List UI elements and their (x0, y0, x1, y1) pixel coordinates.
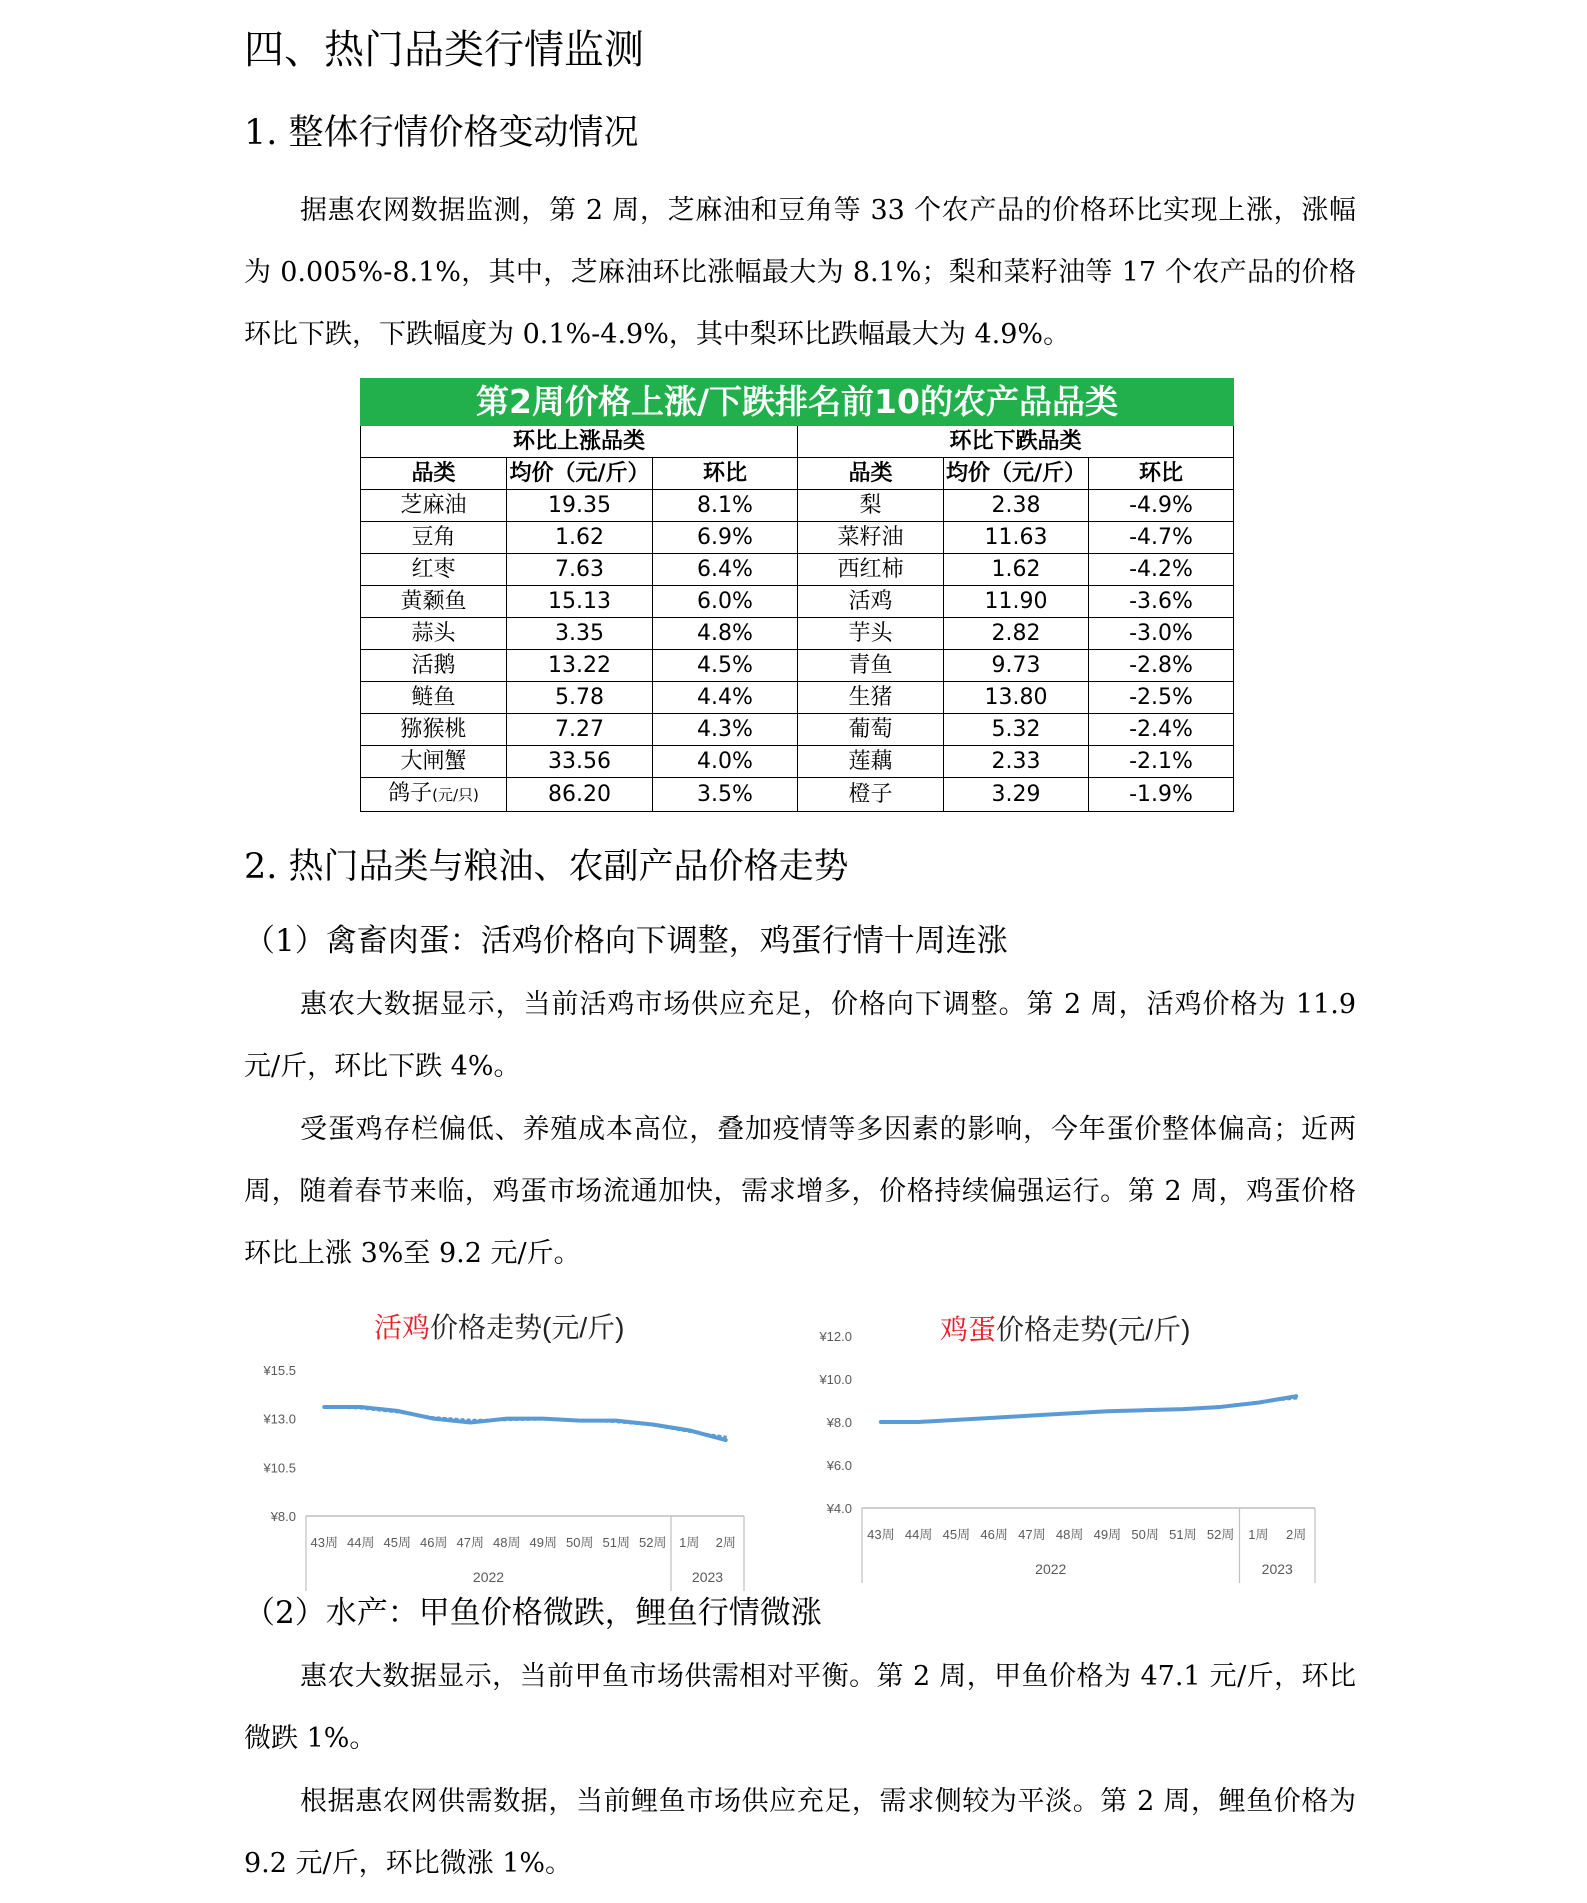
y-tick-label: ¥12.0 (819, 1329, 852, 1344)
y-tick-label: ¥15.5 (263, 1363, 296, 1378)
x-tick-label: 47周 (456, 1535, 484, 1550)
fall-price: 13.80 (944, 682, 1089, 714)
fall-price: 11.63 (944, 522, 1089, 554)
fall-price: 2.82 (944, 618, 1089, 650)
x-tick-label: 45周 (942, 1527, 971, 1542)
sub2-paragraph-1: 惠农大数据显示，当前甲鱼市场供需相对平衡。第 2 周，甲鱼价格为 47.1 元/斤，环比微跌 1%。 (244, 1661, 1356, 1754)
data-point (615, 1419, 618, 1422)
fall-price: 11.90 (944, 586, 1089, 618)
table-title: 第2周价格上涨/下跌排名前10的农产品品类 (361, 379, 1234, 426)
fall-category: 梨 (798, 490, 944, 522)
fall-change: -3.0% (1089, 618, 1234, 650)
data-point (1068, 1412, 1071, 1415)
y-tick-label: ¥4.0 (826, 1501, 852, 1516)
data-point (993, 1416, 996, 1419)
table-row (361, 650, 1234, 682)
rise-category: 黄颡鱼 (361, 586, 507, 618)
data-point (917, 1420, 920, 1423)
rise-change: 4.5% (653, 650, 798, 682)
fall-category: 莲藕 (798, 746, 944, 778)
data-point (1181, 1408, 1184, 1411)
rise-category: 大闸蟹 (361, 746, 507, 778)
fall-price: 1.62 (944, 554, 1089, 586)
rise-category: 豆角 (361, 522, 507, 554)
fall-category: 芋头 (798, 618, 944, 650)
x-tick-label: 45周 (383, 1535, 411, 1550)
sub2-paragraph-2: 根据惠农网供需数据，当前鲤鱼市场供应充足，需求侧较为平淡。第 2 周，鲤鱼价格为 9.2 元/斤，环比微涨 1%。 (244, 1786, 1356, 1879)
data-point (1295, 1395, 1298, 1398)
fall-category: 西红柿 (798, 554, 944, 586)
x-tick-label: 46周 (980, 1527, 1008, 1542)
table-row (361, 586, 1234, 618)
table-row (361, 554, 1234, 586)
chart-title (940, 1308, 1190, 1348)
rise-price: 33.56 (507, 746, 653, 778)
fall-category: 葡萄 (798, 714, 944, 746)
section2-title: 2. 热门品类与粮油、农副产品价格走势 (244, 847, 849, 887)
x-group-label: 2022 (472, 1569, 505, 1585)
data-point (1030, 1414, 1033, 1417)
data-point (724, 1438, 727, 1441)
x-tick-label: 52周 (639, 1535, 667, 1550)
x-tick-label: 44周 (347, 1535, 375, 1550)
rise-category-unit: (元/只) (432, 786, 479, 804)
rise-change: 6.9% (653, 522, 798, 554)
rise-change: 4.8% (653, 618, 798, 650)
data-point (879, 1420, 882, 1423)
rise-change: 4.3% (653, 714, 798, 746)
rise-category: 红枣 (361, 554, 507, 586)
data-point (432, 1417, 435, 1420)
trend-line (881, 1398, 1296, 1422)
fall-category: 生猪 (798, 682, 944, 714)
fall-change: -2.1% (1089, 746, 1234, 778)
col-header-price: 均价（元/斤） (944, 458, 1089, 490)
x-tick-label: 50周 (1131, 1527, 1159, 1542)
fall-change: -4.7% (1089, 522, 1234, 554)
rise-category: 活鹅 (361, 650, 507, 682)
fall-category: 活鸡 (798, 586, 944, 618)
table-row (361, 522, 1234, 554)
rise-change: 4.0% (653, 746, 798, 778)
rise-category-name: 鸽子 (388, 781, 433, 806)
fall-price: 3.29 (944, 778, 1089, 812)
chart-title (374, 1306, 624, 1346)
data-point (688, 1429, 691, 1432)
table-row (361, 778, 1234, 812)
x-tick-label: 2周 (715, 1535, 736, 1550)
fall-change: -2.4% (1089, 714, 1234, 746)
egg-price-chart (800, 1296, 1320, 1581)
col-header-category: 品类 (361, 458, 507, 490)
x-tick-label: 44周 (904, 1527, 933, 1542)
x-tick-label: 43周 (867, 1527, 895, 1542)
sub2-title: （2）水产：甲鱼价格微跌，鲤鱼行情微涨 (244, 1595, 822, 1631)
table-row (361, 714, 1234, 746)
data-point (542, 1417, 545, 1420)
x-tick-label: 1周 (1248, 1527, 1269, 1542)
x-tick-label: 43周 (310, 1535, 338, 1550)
chart-title-highlight: 鸡蛋 (940, 1314, 997, 1345)
series-line (881, 1396, 1296, 1422)
fall-change: -1.9% (1089, 778, 1234, 812)
x-tick-label: 46周 (420, 1535, 448, 1550)
rise-category: 猕猴桃 (361, 714, 507, 746)
col-header-change: 环比 (653, 458, 798, 490)
fall-change: -3.6% (1089, 586, 1234, 618)
table-row (361, 746, 1234, 778)
data-point (578, 1419, 581, 1422)
fall-change: -4.9% (1089, 490, 1234, 522)
rise-category: 鲢鱼 (361, 682, 507, 714)
x-group-label: 2023 (691, 1569, 724, 1585)
x-tick-label: 49周 (529, 1535, 557, 1550)
rise-change: 4.4% (653, 682, 798, 714)
fall-change: -2.8% (1089, 650, 1234, 682)
col-header-change: 环比 (1089, 458, 1234, 490)
chart-title-rest: 价格走势(元/斤) (996, 1314, 1191, 1345)
fall-price: 2.33 (944, 746, 1089, 778)
section-heading: 四、热门品类行情监测 (244, 27, 644, 73)
y-tick-label: ¥8.0 (826, 1415, 852, 1430)
col-header-category: 品类 (798, 458, 944, 490)
rise-change: 3.5% (653, 778, 798, 812)
fall-category: 橙子 (798, 778, 944, 812)
x-tick-label: 52周 (1206, 1527, 1235, 1542)
data-point (505, 1417, 508, 1420)
table-row (361, 490, 1234, 522)
rise-price: 5.78 (507, 682, 653, 714)
section1-paragraph: 据惠农网数据监测，第 2 周，芝麻油和豆角等 33 个农产品的价格环比实现上涨，涨幅为 0.005%-8.1%，其中，芝麻油环比涨幅最大为 8.1%；梨和菜籽油等 17 个农产品的价格环比下跌，下跌幅度为 0.1%-4.9%，其中梨环比跌幅最大为 4.9%。 (244, 195, 1356, 350)
rise-category: 芝麻油 (361, 490, 507, 522)
x-group-label: 2023 (1261, 1561, 1293, 1577)
price-ranking-table (360, 378, 1234, 812)
rise-price: 3.35 (507, 618, 653, 650)
rise-group-header: 环比上涨品类 (361, 426, 798, 458)
section1-title: 1. 整体行情价格变动情况 (244, 113, 639, 153)
data-point (1106, 1410, 1109, 1413)
x-tick-label: 48周 (493, 1535, 521, 1550)
data-point (469, 1421, 472, 1424)
x-tick-label: 50周 (566, 1535, 594, 1550)
sub1-paragraph-2: 受蛋鸡存栏偏低、养殖成本高位，叠加疫情等多因素的影响，今年蛋价整体偏高；近两周，随着春节来临，鸡蛋市场流通加快，需求增多，价格持续偏强运行。第 2 周，鸡蛋价格环比上涨 3%至 9.2 元/斤。 (244, 1114, 1356, 1269)
fall-price: 5.32 (944, 714, 1089, 746)
chart-title-rest: 价格走势(元/斤) (430, 1312, 625, 1343)
data-point (396, 1409, 399, 1412)
data-point (1257, 1401, 1260, 1404)
table-row (361, 618, 1234, 650)
rise-price: 15.13 (507, 586, 653, 618)
rise-category (361, 778, 507, 812)
x-tick-label: 47周 (1018, 1527, 1046, 1542)
data-point (359, 1405, 362, 1408)
fall-group-header: 环比下跌品类 (798, 426, 1234, 458)
x-tick-label: 1周 (679, 1535, 700, 1550)
rise-price: 13.22 (507, 650, 653, 682)
rise-price: 86.20 (507, 778, 653, 812)
x-tick-label: 49周 (1093, 1527, 1122, 1542)
x-group-label: 2022 (1035, 1561, 1067, 1577)
data-point (1219, 1405, 1222, 1408)
y-tick-label: ¥10.5 (263, 1460, 296, 1476)
y-tick-label: ¥8.0 (270, 1509, 296, 1524)
y-tick-label: ¥6.0 (826, 1458, 852, 1473)
y-tick-label: ¥13.0 (263, 1411, 296, 1427)
fall-price: 2.38 (944, 490, 1089, 522)
sub1-paragraph-1: 惠农大数据显示，当前活鸡市场供应充足，价格向下调整。第 2 周，活鸡价格为 11.9 元/斤，环比下跌 4%。 (244, 989, 1356, 1082)
fall-category: 菜籽油 (798, 522, 944, 554)
x-tick-label: 51周 (602, 1535, 630, 1550)
rise-change: 6.4% (653, 554, 798, 586)
fall-price: 9.73 (944, 650, 1089, 682)
rise-price: 7.63 (507, 554, 653, 586)
rise-category: 蒜头 (361, 618, 507, 650)
rise-change: 6.0% (653, 586, 798, 618)
rise-price: 7.27 (507, 714, 653, 746)
data-point (955, 1418, 958, 1421)
fall-category: 青鱼 (798, 650, 944, 682)
rise-change: 8.1% (653, 490, 798, 522)
x-tick-label: 48周 (1055, 1527, 1084, 1542)
col-header-price: 均价（元/斤） (507, 458, 653, 490)
data-point (323, 1405, 326, 1408)
rise-price: 1.62 (507, 522, 653, 554)
data-point (651, 1423, 654, 1426)
x-tick-label: 2周 (1286, 1527, 1307, 1542)
x-tick-label: 51周 (1169, 1527, 1197, 1542)
fall-change: -4.2% (1089, 554, 1234, 586)
table-row (361, 682, 1234, 714)
data-point (1144, 1409, 1147, 1412)
sub1-title: （1）禽畜肉蛋：活鸡价格向下调整，鸡蛋行情十周连涨 (244, 923, 1008, 959)
rise-price: 19.35 (507, 490, 653, 522)
chicken-price-chart (244, 1296, 764, 1585)
y-tick-label: ¥10.0 (819, 1372, 852, 1387)
fall-change: -2.5% (1089, 682, 1234, 714)
chart-title-highlight: 活鸡 (374, 1312, 431, 1343)
